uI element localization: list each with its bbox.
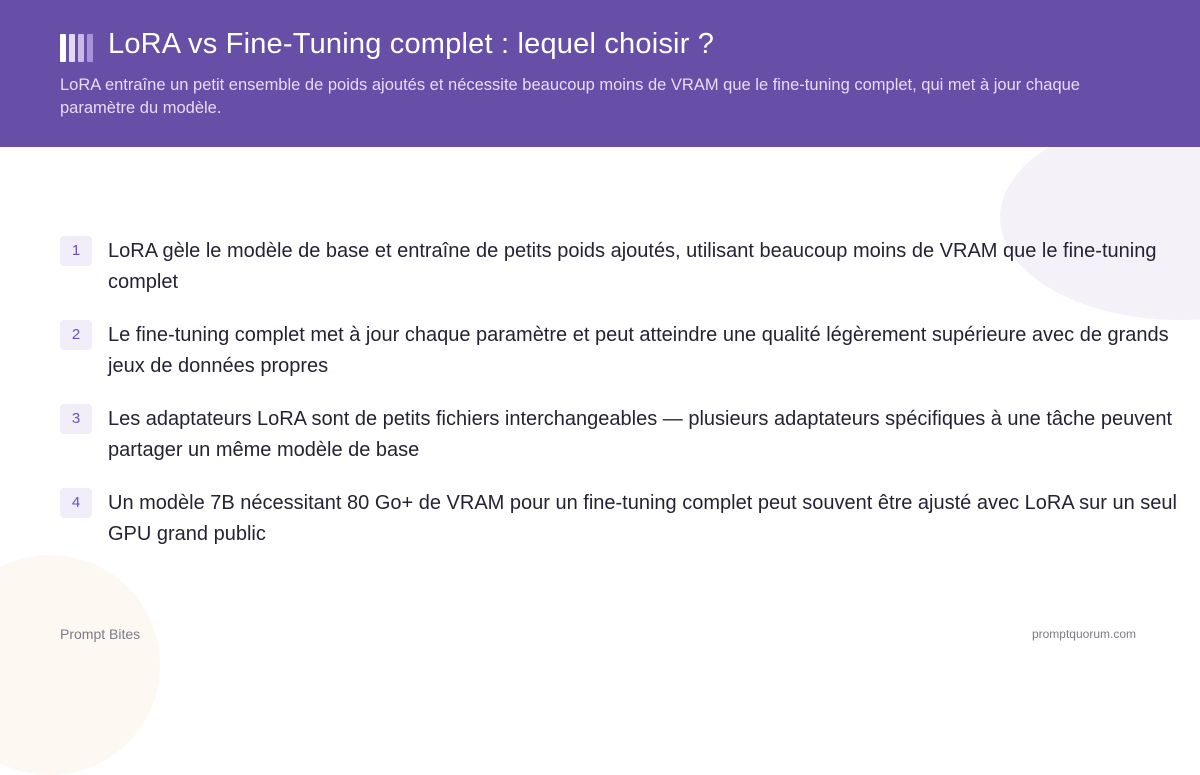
bullet-text: LoRA gèle le modèle de base et entraîne de petits poids ajoutés, utilisant beaucoup moins de VRAM que le fine-tuning complet — [108, 240, 1157, 293]
bullet-text: Un modèle 7B nécessitant 80 Go+ de VRAM pour un fine-tuning complet peut souvent être ajusté avec LoRA sur un seul GPU grand public — [108, 492, 1177, 545]
bullet-text: Le fine-tuning complet met à jour chaque paramètre et peut atteindre une qualité légèrement supérieure avec de grands jeux de données propres — [108, 324, 1169, 377]
vertical-bars-logo-icon — [60, 34, 93, 62]
header-banner — [0, 0, 1200, 147]
bullet-number-badge: 4 — [60, 488, 92, 518]
page-title: LoRA vs Fine-Tuning complet : lequel choisir ? — [108, 28, 715, 60]
bullet-text: Les adaptateurs LoRA sont de petits fichiers interchangeables — plusieurs adaptateurs spécifiques à une tâche peuvent partager un même modèle de base — [108, 408, 1173, 461]
bullet-number-badge: 1 — [60, 236, 92, 266]
footer-site-link[interactable]: promptquorum.com — [1031, 627, 1136, 641]
page-subtitle: LoRA entraîne un petit ensemble de poids ajoutés et nécessite beaucoup moins de VRAM que le fine-tuning complet, qui met à jour chaque paramètre du modèle. — [60, 76, 1080, 117]
decorative-circle-left — [0, 555, 160, 775]
bullet-number-badge: 3 — [60, 404, 92, 434]
bullet-number-badge: 2 — [60, 320, 92, 350]
footer-brand: Prompt Bites — [60, 626, 141, 642]
